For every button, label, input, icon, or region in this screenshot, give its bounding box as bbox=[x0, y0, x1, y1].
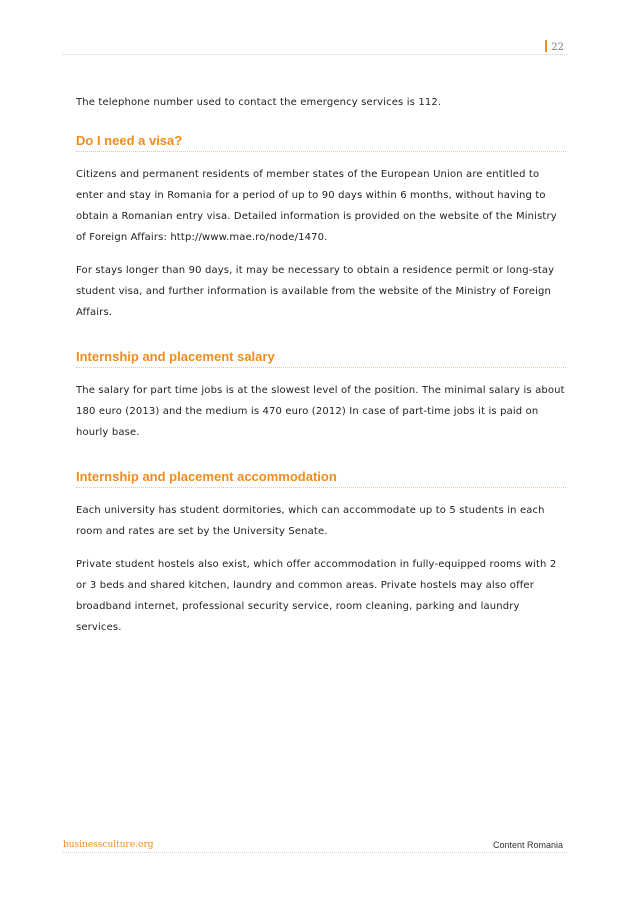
visa-paragraph-1: Citizens and permanent residents of member states of the European Union are entitled to enter and stay in Romania for a period of up to 90 days within 6 months, without having to obtain a Romanian entry visa. Detailed information is provided on the website of the Ministry of Foreign Affairs: http://www.mae.ro/node/1470. bbox=[76, 169, 557, 243]
footer-rule bbox=[63, 852, 567, 853]
section-heading-salary: Internship and placement salary bbox=[76, 349, 566, 368]
document-body bbox=[76, 92, 566, 638]
page-number-bar bbox=[545, 40, 547, 52]
accommodation-paragraph-2: Private student hostels also exist, which offer accommodation in fully-equipped rooms with 2 or 3 beds and shared kitchen, laundry and common areas. Private hostels may also offer broadband internet, professional security service, room cleaning, parking and laundry services. bbox=[76, 559, 557, 633]
footer-site-name: businessculture.org bbox=[63, 840, 154, 850]
section-heading-visa: Do I need a visa? bbox=[76, 133, 566, 152]
accommodation-paragraph-1: Each university has student dormitories, which can accommodate up to 5 students in each room and rates are set by the University Senate. bbox=[76, 505, 545, 537]
section-heading-accommodation: Internship and placement accommodation bbox=[76, 469, 566, 488]
page-number bbox=[545, 40, 564, 53]
footer-document-title: Content Romania bbox=[492, 840, 563, 850]
page-number-text: 22 bbox=[551, 42, 564, 53]
header-rule bbox=[63, 54, 567, 55]
visa-paragraph-2: For stays longer than 90 days, it may be necessary to obtain a residence permit or long-stay student visa, and further information is available from the website of the Ministry of Foreign Affairs. bbox=[76, 265, 555, 318]
salary-paragraph: The salary for part time jobs is at the slowest level of the position. The minimal salary is about 180 euro (2013) and the medium is 470 euro (2012) In case of part-time jobs it is paid on hourly base. bbox=[76, 385, 565, 438]
intro-paragraph: The telephone number used to contact the emergency services is 112. bbox=[76, 97, 442, 108]
